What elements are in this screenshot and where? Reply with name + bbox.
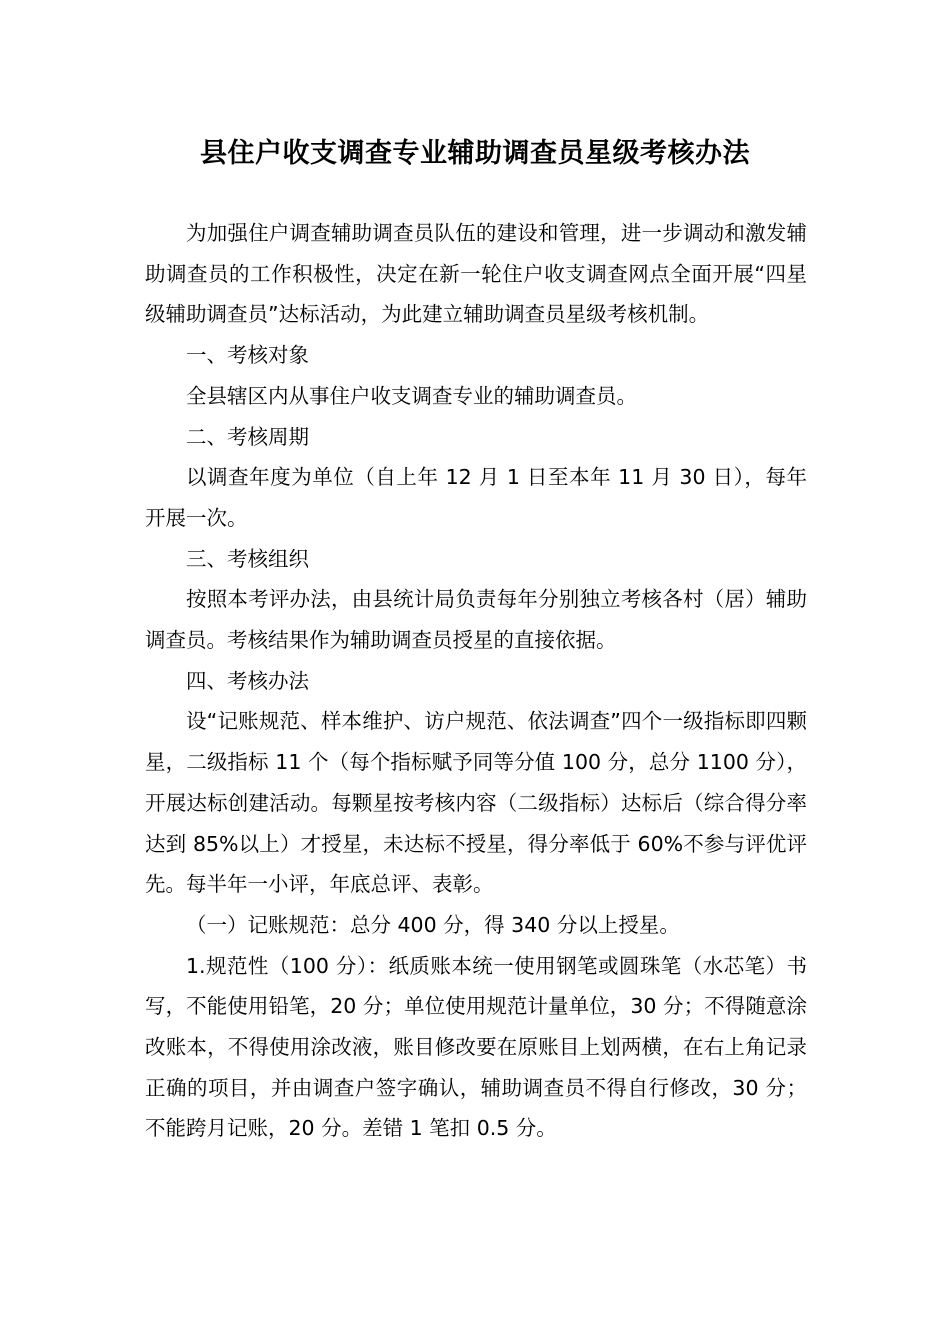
assessment-period-paragraph: 以调查年度为单位（自上年 12 月 1 日至本年 11 月 30 日），每年开展一次。 bbox=[145, 465, 807, 530]
document-title: 县住户收支调查专业辅助调查员星级考核办法 bbox=[200, 138, 750, 169]
assessment-organization-paragraph: 按照本考评办法，由县统计局负责每年分别独立考核各村（居）辅助调查员。考核结果作为辅助调查员授星的直接依据。 bbox=[145, 587, 807, 653]
assessment-method-paragraph: 设“记账规范、样本维护、访户规范、依法调查”四个一级指标即四颗星，二级指标 11 个（每个指标赋予同等分值 100 分，总分 1100 分），开展达标创建活动。每颗星按考核内容（二级指标）达标后（综合得分率达到 85%以上）才授星，未达标不授星，得分率低于 60%不参与评优评先。每半年一小评，年底总评、表彰。 bbox=[145, 709, 807, 897]
section-heading-assessment-target: 一、考核对象 bbox=[186, 343, 309, 368]
section-heading-assessment-organization: 三、考核组织 bbox=[186, 546, 309, 571]
item-standardization-paragraph: 1.规范性（100 分）：纸质账本统一使用钢笔或圆珠笔（水芯笔）书写，不能使用铅笔，20 分；单位使用规范计量单位，30 分；不得随意涂改账本，不得使用涂改液，账目修改要在原账目上划两横，在右上角记录正确的项目，并由调查户签字确认，辅助调查员不得自行修改，30 分；不能跨月记账，20 分。差错 1 笔扣 0.5 分。 bbox=[145, 953, 807, 1141]
document-body bbox=[145, 213, 807, 1149]
assessment-target-paragraph: 全县辖区内从事住户收支调查专业的辅助调查员。 bbox=[186, 383, 637, 408]
subsection-bookkeeping-standard: （一）记账规范：总分 400 分，得 340 分以上授星。 bbox=[186, 912, 680, 937]
section-heading-assessment-method: 四、考核办法 bbox=[186, 668, 309, 693]
intro-paragraph: 为加强住户调查辅助调查员队伍的建设和管理，进一步调动和激发辅助调查员的工作积极性，决定在新一轮住户收支调查网点全面开展“四星级辅助调查员”达标活动，为此建立辅助调查员星级考核机制。 bbox=[145, 221, 807, 327]
section-heading-assessment-period: 二、考核周期 bbox=[186, 424, 309, 449]
